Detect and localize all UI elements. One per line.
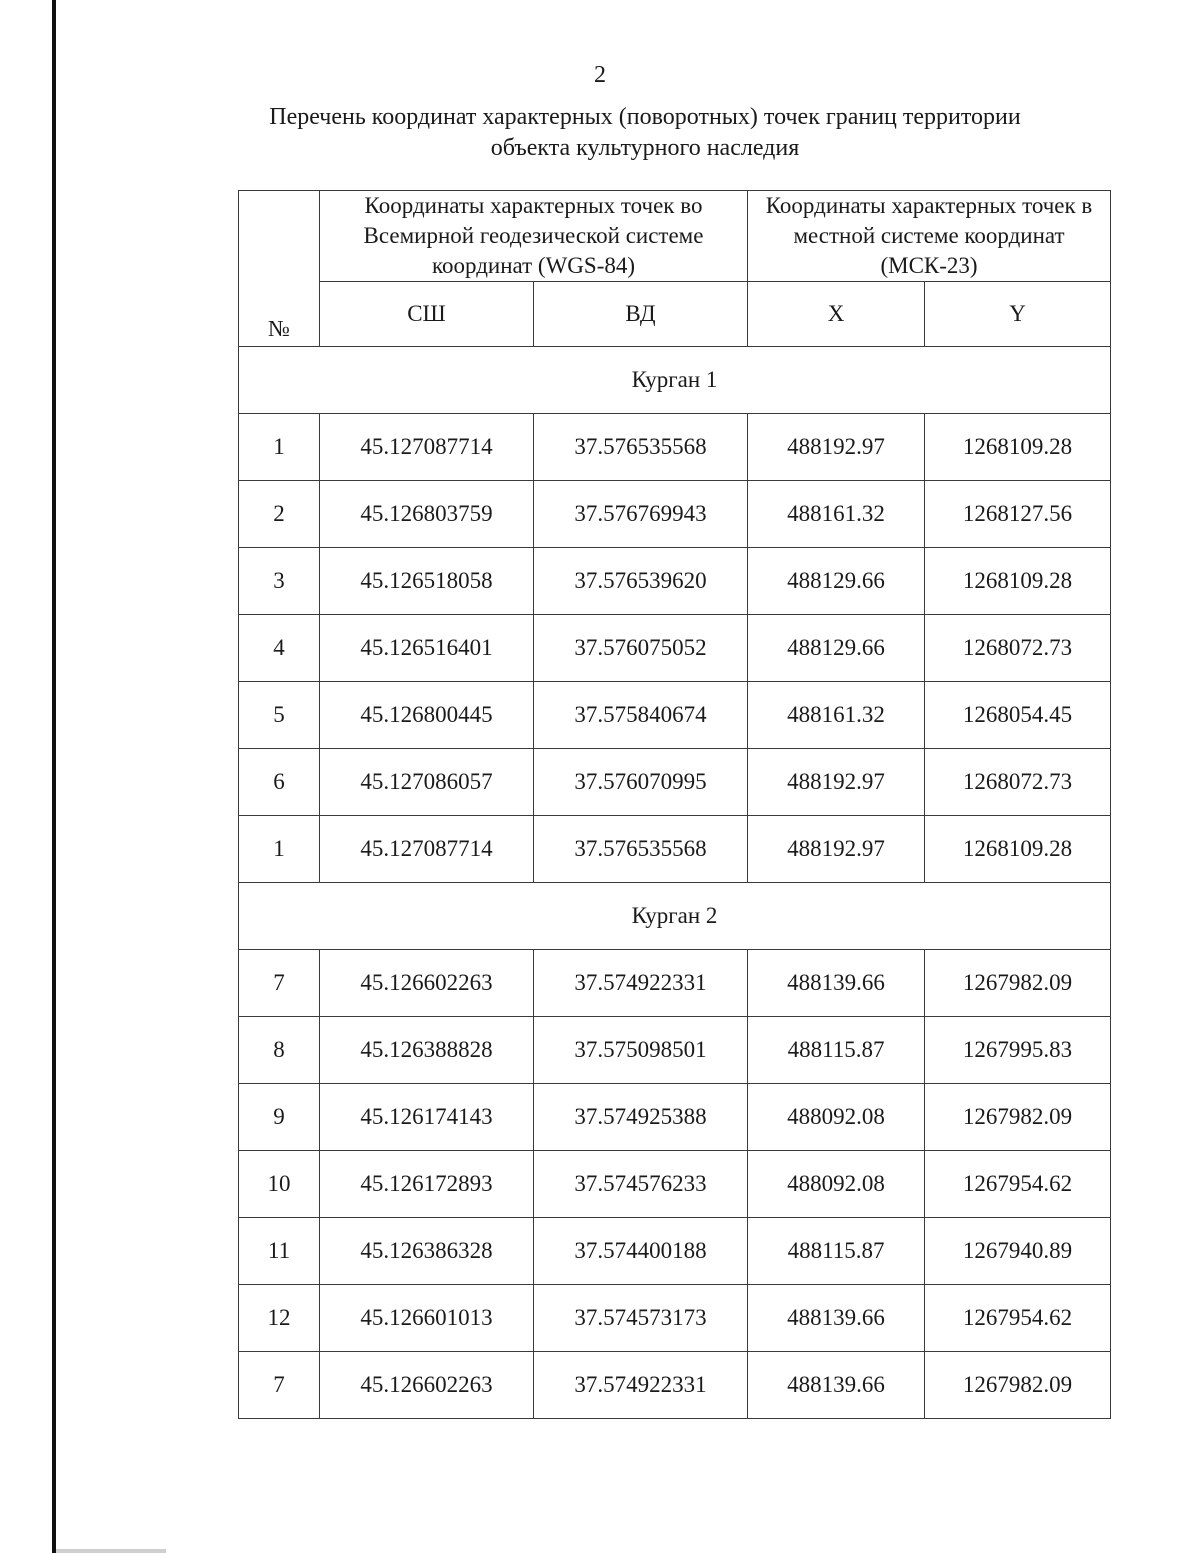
cell-latitude: 45.126602263 (320, 950, 534, 1017)
cell-y: 1267982.09 (925, 1084, 1111, 1151)
cell-number: 9 (239, 1084, 320, 1151)
document-title (200, 102, 1090, 164)
document-title-line-1: Перечень координат характерных (поворотных) точек границ территории (269, 104, 1021, 130)
table-row (239, 414, 1111, 481)
cell-longitude: 37.574400188 (534, 1218, 748, 1285)
header-wgs84-group: Координаты характерных точек во Всемирной геодезической системе координат (WGS-84) (320, 191, 748, 282)
cell-latitude: 45.126518058 (320, 548, 534, 615)
cell-y: 1267982.09 (925, 950, 1111, 1017)
table-row (239, 1017, 1111, 1084)
cell-latitude: 45.126803759 (320, 481, 534, 548)
cell-y: 1268109.28 (925, 816, 1111, 883)
section-row (239, 883, 1111, 950)
cell-longitude: 37.574573173 (534, 1285, 748, 1352)
cell-number: 8 (239, 1017, 320, 1084)
cell-latitude: 45.126174143 (320, 1084, 534, 1151)
table-row (239, 1151, 1111, 1218)
table-row (239, 1218, 1111, 1285)
header-latitude: СШ (320, 282, 534, 347)
cell-number: 4 (239, 615, 320, 682)
cell-latitude: 45.126800445 (320, 682, 534, 749)
cell-x: 488139.66 (748, 1285, 925, 1352)
cell-latitude: 45.127086057 (320, 749, 534, 816)
cell-longitude: 37.576539620 (534, 548, 748, 615)
cell-x: 488161.32 (748, 481, 925, 548)
cell-x: 488092.08 (748, 1151, 925, 1218)
section-title: Курган 1 (239, 347, 1111, 414)
cell-y: 1268127.56 (925, 481, 1111, 548)
table-row (239, 749, 1111, 816)
table-row (239, 548, 1111, 615)
cell-y: 1268054.45 (925, 682, 1111, 749)
coordinates-table (238, 190, 1111, 1419)
cell-number: 1 (239, 414, 320, 481)
table-row (239, 816, 1111, 883)
cell-longitude: 37.576075052 (534, 615, 748, 682)
cell-longitude: 37.574922331 (534, 950, 748, 1017)
cell-y: 1268072.73 (925, 749, 1111, 816)
cell-number: 1 (239, 816, 320, 883)
cell-longitude: 37.576535568 (534, 816, 748, 883)
cell-x: 488139.66 (748, 1352, 925, 1419)
table-row (239, 1285, 1111, 1352)
scan-border-bottom (56, 1549, 166, 1553)
cell-number: 10 (239, 1151, 320, 1218)
cell-number: 7 (239, 1352, 320, 1419)
cell-longitude: 37.576769943 (534, 481, 748, 548)
cell-x: 488129.66 (748, 615, 925, 682)
header-number: № (239, 191, 320, 347)
page-number: 2 (594, 62, 606, 88)
cell-x: 488192.97 (748, 816, 925, 883)
cell-longitude: 37.576070995 (534, 749, 748, 816)
cell-number: 11 (239, 1218, 320, 1285)
header-y: Y (925, 282, 1111, 347)
header-longitude: ВД (534, 282, 748, 347)
cell-y: 1267954.62 (925, 1285, 1111, 1352)
cell-longitude: 37.574576233 (534, 1151, 748, 1218)
table-row (239, 615, 1111, 682)
cell-latitude: 45.126388828 (320, 1017, 534, 1084)
cell-longitude: 37.574925388 (534, 1084, 748, 1151)
table-row (239, 682, 1111, 749)
cell-latitude: 45.127087714 (320, 816, 534, 883)
cell-number: 7 (239, 950, 320, 1017)
cell-x: 488192.97 (748, 414, 925, 481)
cell-y: 1268072.73 (925, 615, 1111, 682)
section-row (239, 347, 1111, 414)
cell-x: 488092.08 (748, 1084, 925, 1151)
cell-number: 3 (239, 548, 320, 615)
cell-latitude: 45.127087714 (320, 414, 534, 481)
cell-y: 1267982.09 (925, 1352, 1111, 1419)
cell-number: 2 (239, 481, 320, 548)
cell-number: 6 (239, 749, 320, 816)
cell-latitude: 45.126602263 (320, 1352, 534, 1419)
table-row (239, 950, 1111, 1017)
header-x: X (748, 282, 925, 347)
header-row-groups (239, 191, 1111, 282)
cell-y: 1267940.89 (925, 1218, 1111, 1285)
cell-latitude: 45.126386328 (320, 1218, 534, 1285)
header-row-columns (239, 282, 1111, 347)
cell-latitude: 45.126601013 (320, 1285, 534, 1352)
cell-y: 1267954.62 (925, 1151, 1111, 1218)
table-row (239, 1084, 1111, 1151)
document-title-line-2: объекта культурного наследия (490, 135, 800, 161)
cell-x: 488192.97 (748, 749, 925, 816)
table-body (239, 347, 1111, 1419)
section-title: Курган 2 (239, 883, 1111, 950)
table-row (239, 1352, 1111, 1419)
cell-x: 488129.66 (748, 548, 925, 615)
header-msk23-group: Координаты характерных точек в местной системе координат (МСК-23) (748, 191, 1111, 282)
cell-y: 1268109.28 (925, 414, 1111, 481)
scan-border-left (52, 0, 56, 1553)
cell-latitude: 45.126172893 (320, 1151, 534, 1218)
cell-x: 488161.32 (748, 682, 925, 749)
cell-longitude: 37.575098501 (534, 1017, 748, 1084)
cell-y: 1268109.28 (925, 548, 1111, 615)
table-row (239, 481, 1111, 548)
cell-longitude: 37.575840674 (534, 682, 748, 749)
cell-number: 5 (239, 682, 320, 749)
cell-x: 488115.87 (748, 1017, 925, 1084)
cell-y: 1267995.83 (925, 1017, 1111, 1084)
cell-x: 488139.66 (748, 950, 925, 1017)
cell-latitude: 45.126516401 (320, 615, 534, 682)
cell-number: 12 (239, 1285, 320, 1352)
cell-longitude: 37.574922331 (534, 1352, 748, 1419)
cell-x: 488115.87 (748, 1218, 925, 1285)
cell-longitude: 37.576535568 (534, 414, 748, 481)
